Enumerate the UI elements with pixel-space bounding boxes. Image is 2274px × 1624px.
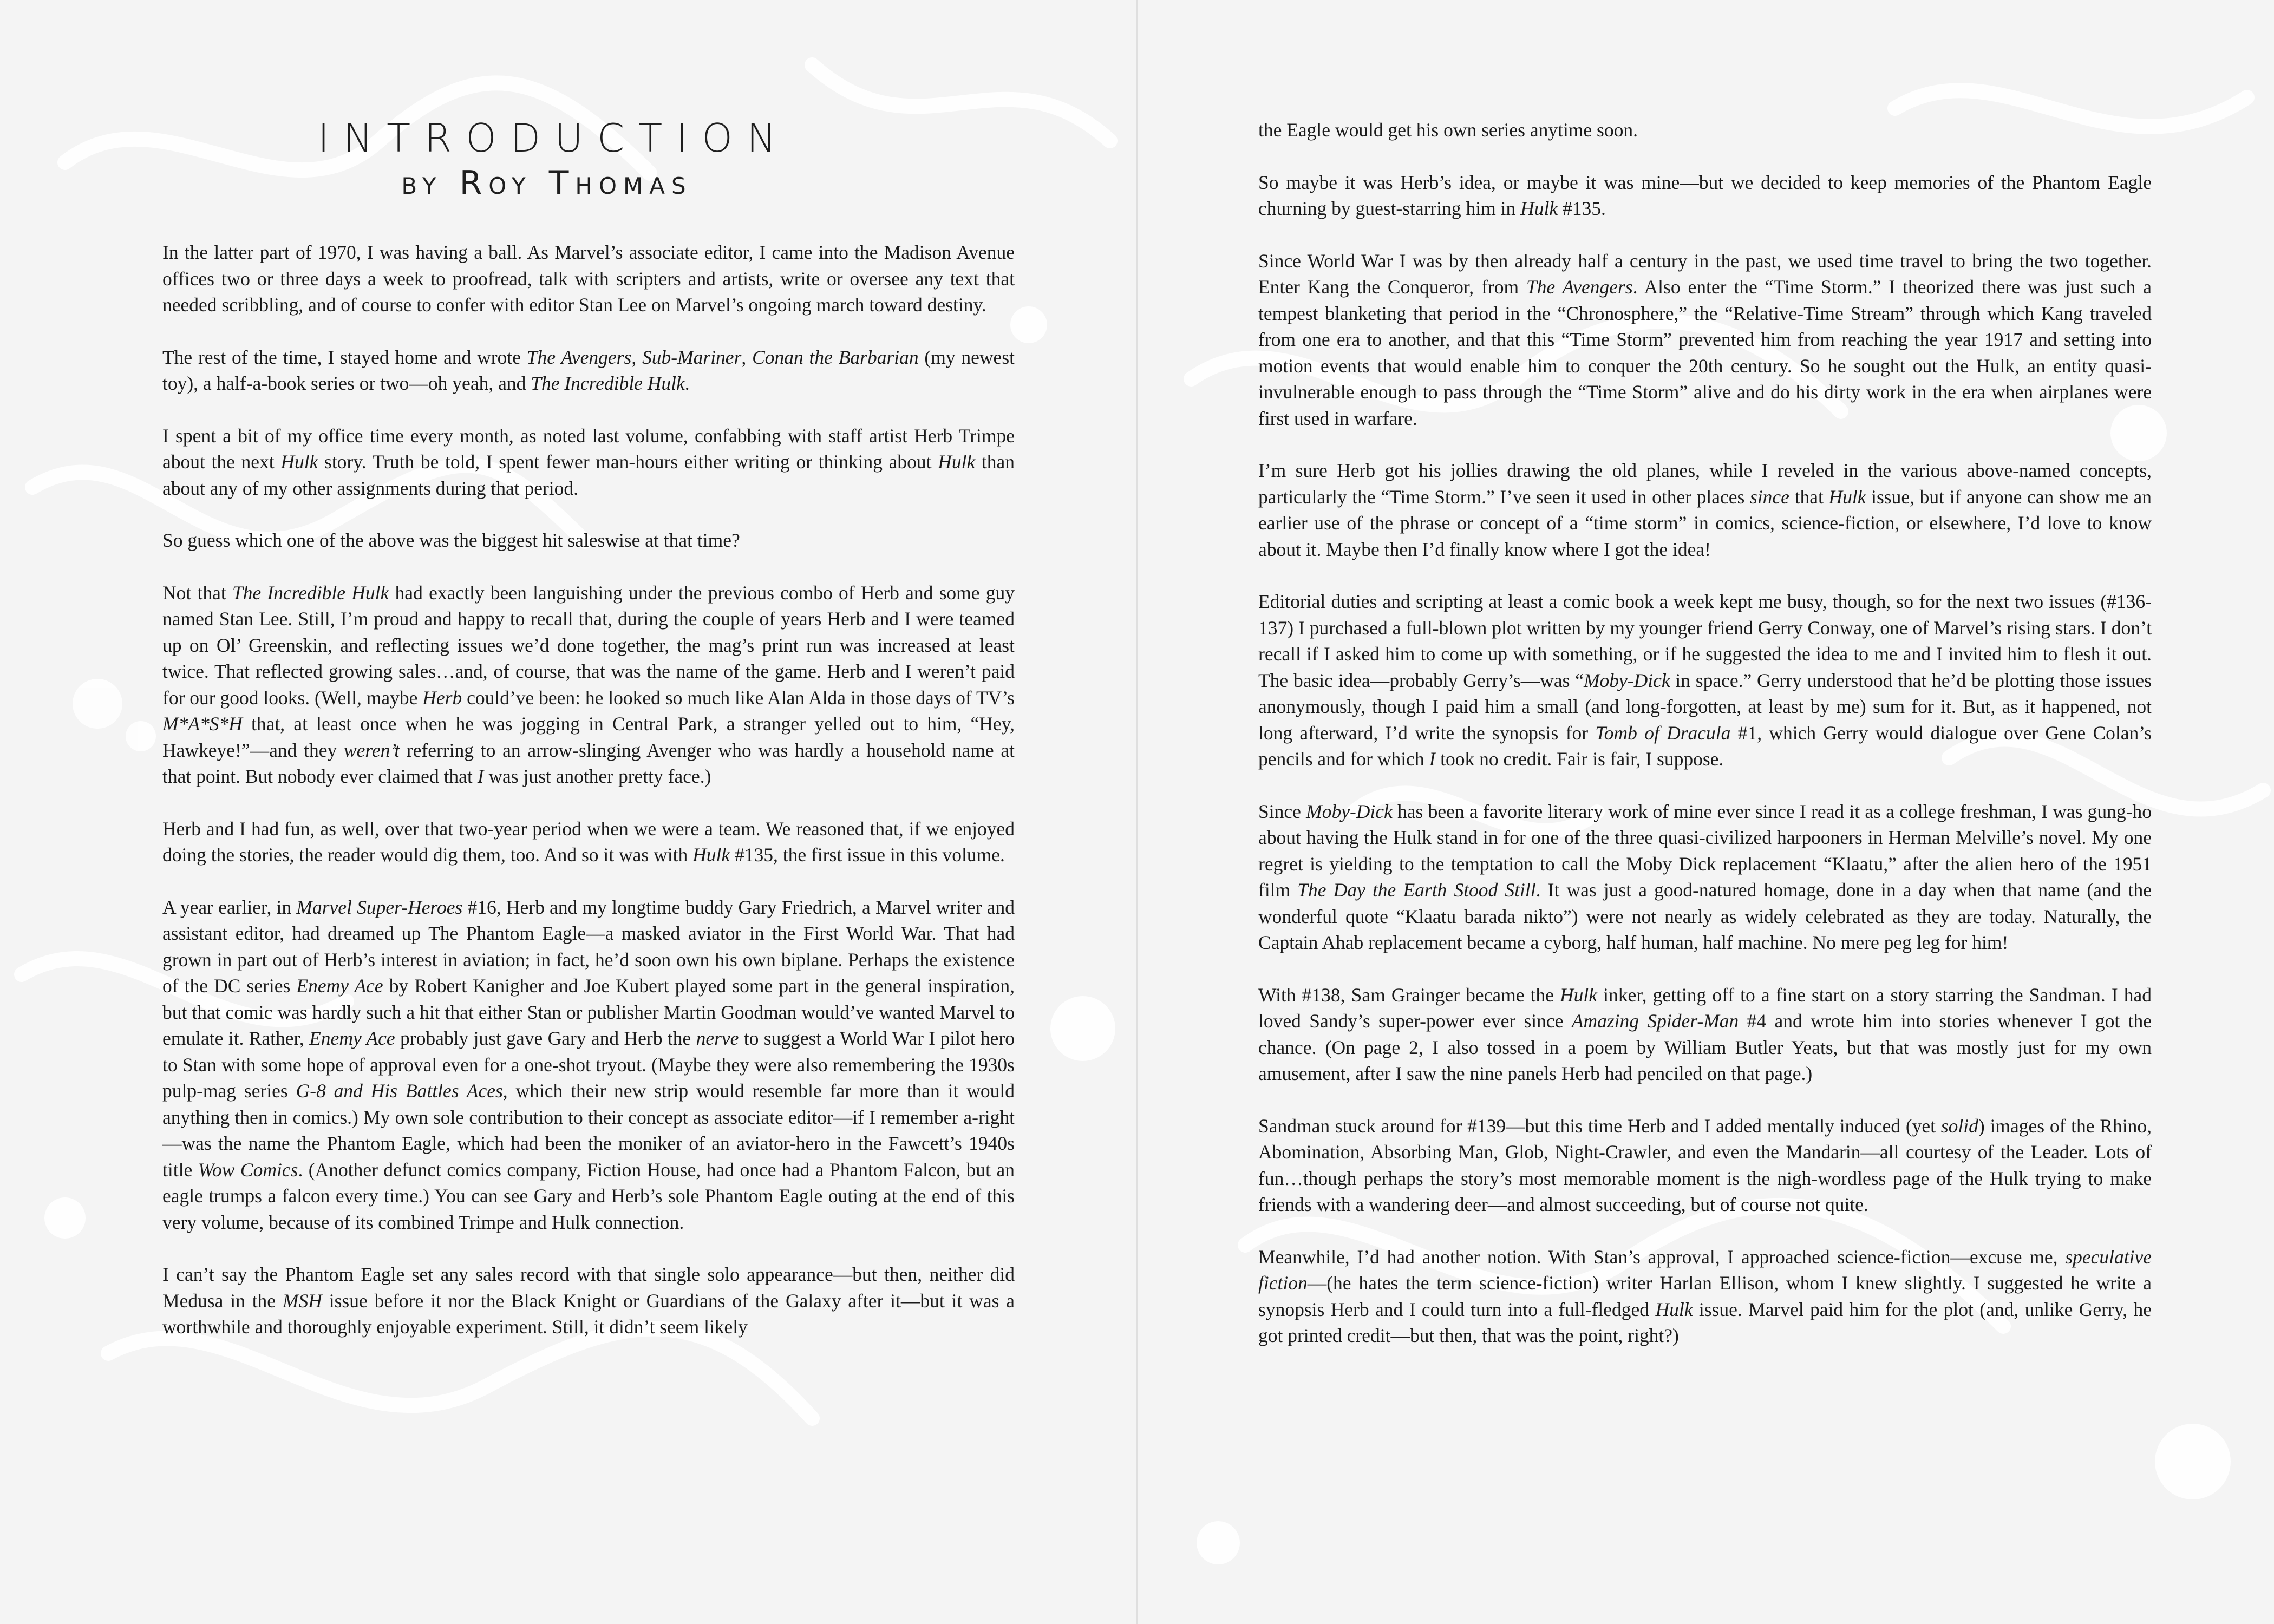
paragraph: Meanwhile, I’d had another notion. With Stan’s approval, I approached science-fiction—excuse me, speculative fiction—(he hates the term science-fiction) writer Harlan Ellison, whom I knew slightly. I suggested he write a synopsis Herb and I could turn into a full-fledged Hulk issue. Marvel paid him for the plot (and, unlike Gerry, he got printed credit—but then, that was the point, right?)	[1258, 1246, 2152, 1346]
right-text-column	[1258, 117, 2152, 1375]
paragraph: Since Moby-Dick has been a favorite literary work of mine ever since I read it as a college freshman, I was gung-ho about having the Hulk stand in for one of the three quasi-civilized harpooners in Herman Melville’s novel. My one regret is yielding to the temptation to call the Moby Dick replacement “Klaatu,” after the alien hero of the 1951 film The Day the Earth Stood Still. It was just a good-natured homage, done in a day when that name (and the wonderful quote “Klaatu barada nikto”) were not nearly as widely celebrated as they are today. Naturally, the Captain Ahab replacement became a cyborg, half human, half machine. No mere peg leg for him!	[1258, 800, 2152, 953]
paragraph: Editorial duties and scripting at least a comic book a week kept me busy, though, so for the next two issues (#136-137) I purchased a full-blown plot written by my younger friend Gerry Conway, one of Marvel’s rising stars. I don’t recall if I asked him to come up with something, or if he suggested the idea to me and I invited him to flesh it out. The basic idea—probably Gerry’s—was “Moby-Dick in space.” Gerry understood that he’d be plotting those issues anonymously, though I paid him a small (and long-forgotten, at least by me) sum for it. But, as it happened, not long afterward, I’d write the synopsis for Tomb of Dracula #1, which Gerry would dialogue over Gene Colan’s pencils and for which I took no credit. Fair is fair, I suppose.	[1258, 591, 2152, 770]
left-text-column	[162, 239, 1015, 1366]
paragraph: The rest of the time, I stayed home and wrote The Avengers, Sub-Mariner, Conan the Barbarian (my newest toy), a half-a-book series or two—oh yeah, and The Incredible Hulk.	[162, 346, 1015, 394]
paragraph: Since World War I was by then already half a century in the past, we used time travel to bring the two together. Enter Kang the Conqueror, from The Avengers. Also enter the “Time Storm.” I theorized there was just such a tempest blanketing that period in the “Chronosphere,” the “Relative-Time Stream” through which Kang traveled from one era to another, and that this “Time Storm” prevented him from reaching the year 1917 and setting into motion events that would enable him to conquer the 20th century. So he sought out the Hulk, an entity quasi-invulnerable enough to pass through the “Time Storm” alive and do his dirty work in the era when airplanes were first used in warfare.	[1258, 250, 2152, 429]
paragraph: Sandman stuck around for #139—but this time Herb and I added mentally induced (yet solid) images of the Rhino, Abomination, Absorbing Man, Glob, Night-Crawler, and even the Mandarin—all courtesy of the Leader. Lots of fun…though perhaps the story’s most memorable moment is the nigh-wordless page of the Hulk trying to make friends with a wandering deer—and almost succeeding, but of course not quite.	[1258, 1115, 2152, 1215]
paragraph: I spent a bit of my office time every month, as noted last volume, confabbing with staff artist Herb Trimpe about the next Hulk story. Truth be told, I spent fewer man-hours either writing or thinking about Hulk than about any of my other assignments during that period.	[162, 424, 1015, 499]
paragraph: Herb and I had fun, as well, over that two-year period when we were a team. We reasoned that, if we enjoyed doing the stories, the reader would dig them, too. And so it was with Hulk #135, the first issue in this volume.	[162, 817, 1015, 866]
title-block	[162, 114, 931, 204]
paragraph: In the latter part of 1970, I was having a ball. As Marvel’s associate editor, I came into the Madison Avenue offices two or three days a week to proofread, talk with scripters and artists, write or oversee any text that needed scribbling, and of course to confer with editor Stan Lee on Marvel’s ongoing march toward destiny.	[162, 241, 1015, 316]
paragraph: With #138, Sam Grainger became the Hulk inker, getting off to a fine start on a story starring the Sandman. I had loved Sandy’s super-power ever since Amazing Spider-Man #4 and wrote him into stories whenever I got the chance. (On page 2, I also tossed in a poem by William Butler Yeats, but that was mostly just for my own amusement, after I saw the nine panels Herb had penciled on that page.)	[1258, 984, 2152, 1084]
paragraph: I’m sure Herb got his jollies drawing the old planes, while I reveled in the various above-named concepts, particularly the “Time Storm.” I’ve seen it used in other places since that Hulk issue, but if anyone can show me an earlier use of the phrase or concept of a “time storm” in comics, science-fiction, or elsewhere, I’d love to know about it. Maybe then I’d finally know where I got the idea!	[1258, 460, 2152, 560]
paragraph: the Eagle would get his own series anytime soon.	[1258, 119, 1638, 141]
paragraph: Not that The Incredible Hulk had exactly been languishing under the previous combo of Herb and some guy named Stan Lee. Still, I’m proud and happy to recall that, during the couple of years Herb and I were teamed up on Ol’ Greenskin, and reflecting issues we’d done together, the mag’s print run was increased at least twice. That reflected growing sales…and, of course, that was the name of the game. Herb and I weren’t paid for our good looks. (Well, maybe Herb could’ve been: he looked so much like Alan Alda in those days of TV’s M*A*S*H that, at least once when he was jogging in Central Park, a stranger yelled out to him, “Hey, Hawkeye!”—and they weren’t referring to an arrow-slinging Avenger who was hardly a household name at that point. But nobody ever claimed that I was just another pretty face.)	[162, 581, 1015, 787]
page-title: INTRODUCTION	[318, 115, 790, 161]
paragraph: So guess which one of the above was the biggest hit saleswise at that time?	[162, 529, 740, 551]
paragraph: A year earlier, in Marvel Super-Heroes #16, Herb and my longtime buddy Gary Friedrich, a Marvel writer and assistant editor, had dreamed up The Phantom Eagle—a masked aviator in the First World War. That had grown in part out of Herb’s interest in aviation; in fact, he’d soon own his own biplane. Perhaps the existence of the DC series Enemy Ace by Robert Kanigher and Joe Kubert played some part in the general inspiration, but that comic was hardly such a hit that either Stan or publisher Martin Goodman would’ve wanted Marvel to emulate it. Rather, Enemy Ace probably just gave Gary and Herb the nerve to suggest a World War I pilot hero to Stan with some hope of approval even for a one-shot tryout. (Maybe they were also remembering the 1930s pulp-mag series G-8 and His Battles Aces, which their new strip would resemble far more than it would anything then in comics.) My own sole contribution to their concept as associate editor—if I remember a-right—was the name the Phantom Eagle, which had been the moniker of an aviator-hero in the Fawcett’s 1940s title Wow Comics. (Another defunct comics company, Fiction House, had once had a Phantom Falcon, but an eagle trumps a falcon every time.) You can see Gary and Herb’s sole Phantom Eagle outing at the end of this very volume, because of its combined Trimpe and Hulk connection.	[162, 896, 1015, 1233]
paragraph: I can’t say the Phantom Eagle set any sales record with that single solo appearance—but then, neither did Medusa in the MSH issue before it nor the Black Knight or Guardians of the Galaxy after it—but it was a worthwhile and thoroughly enjoyable experiment. Still, it didn’t seem likely	[162, 1263, 1015, 1338]
paragraph: So maybe it was Herb’s idea, or maybe it was mine—but we decided to keep memories of the Phantom Eagle churning by guest-starring him in Hulk #135.	[1258, 171, 2152, 219]
author-byline: by Roy Thomas	[401, 164, 692, 202]
